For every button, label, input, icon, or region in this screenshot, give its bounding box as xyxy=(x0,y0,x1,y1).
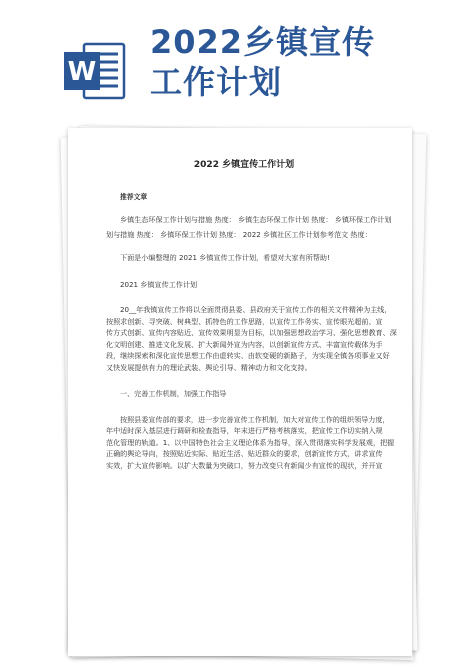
paragraph-line: 年中适时深入基层进行调研和检查指导，年末进行严格考核落实，把宣传工作切实纳入规 xyxy=(106,426,383,435)
intro-text: 下面是小编整理的 2021 乡镇宣传工作计划，希望对大家有所帮助! xyxy=(120,253,330,262)
paragraph-line: 正确的舆论导向，按照贴近实际、贴近生活、贴近群众的要求，创新宣传方式，讲求宣传 xyxy=(106,449,383,458)
paragraph-line: 化文明创建、推进文化发展、扩大新闻外宣为内容，以创新宣传方式、丰富宣传载体为手 xyxy=(106,339,383,349)
recommended-label: 推荐文章 xyxy=(120,192,148,201)
header-title-line2: 工作计划 xyxy=(150,63,283,101)
document-title: 2022 乡镇宣传工作计划 xyxy=(193,160,295,170)
document-content xyxy=(68,128,412,656)
header-banner xyxy=(0,0,474,120)
paragraph-line: 实效，扩大宣传影响。以扩大数量为突破口，努力改变只有新闻少有宣传的现状，并开宣 xyxy=(106,460,383,470)
document-page-stack xyxy=(60,128,420,658)
paragraph-line: 传方式创新、宣传内容贴近、宣传效果明显为目标，以加强思想政治学习、强化思想教育、深 xyxy=(106,328,397,337)
paragraph-line: 按照县委宣传部的要求，进一步完善宣传工作机制，加大对宣传工作的组织领导力度， xyxy=(120,414,390,424)
paragraph-line: 段，继续探索和深化宣传思想工作由虚转实、由软变硬的新路子，为实现全镇各项事业又好 xyxy=(106,351,390,360)
section-heading: 一、完善工作机制，加强工作指导 xyxy=(120,389,227,398)
word-document-icon xyxy=(62,38,128,104)
recommended-links-line[interactable]: 乡镇生态环保工作计划与措施 热度： 乡镇生态环保工作计划 热度： 乡镇环保工作计划 xyxy=(120,215,392,224)
document-subtitle: 2021 乡镇宣传工作计划 xyxy=(120,279,198,289)
recommended-links-line[interactable]: 划与措施 热度： 乡镇环保工作计划 热度： 2022 乡镇社区工作计划参考范文 热度： xyxy=(106,229,372,239)
paragraph-line: 按照求创新、寻突破、树典型、抓特色的工作思路，以宣传工作务实、宣传眼光超前、宣 xyxy=(106,316,383,326)
header-title xyxy=(150,22,375,102)
paragraph-line: 又快发展提供有力的理论武装、舆论引导、精神动力和文化支持。 xyxy=(106,362,312,372)
header-title-line1: 2022乡镇宣传 xyxy=(150,23,376,61)
word-logo-letter: W xyxy=(67,57,97,87)
paragraph-line: 20__年我镇宣传工作将以全面贯彻县委、县政府关于宣传工作的相关文件精神为主线， xyxy=(120,305,392,314)
paragraph-line: 范化管理的轨道。1、以中国特色社会主义理论体系为指导，深入贯彻落实科学发展观，把握 xyxy=(106,437,395,447)
paragraph-1 xyxy=(106,304,397,373)
paragraph-2 xyxy=(106,414,395,472)
